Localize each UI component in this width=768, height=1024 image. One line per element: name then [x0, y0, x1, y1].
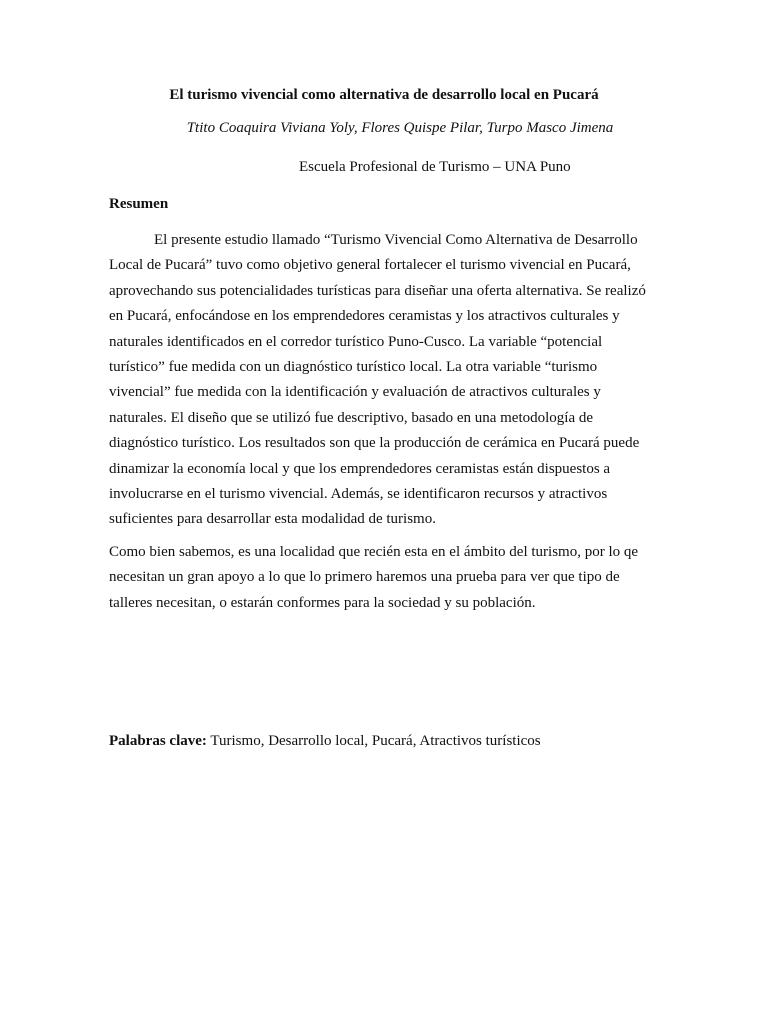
keywords-text: Turismo, Desarrollo local, Pucará, Atractivos turísticos	[206, 733, 541, 749]
document-title: El turismo vivencial como alternativa de desarrollo local en Pucará	[169, 87, 599, 103]
document-authors: Ttito Coaquira Viviana Yoly, Flores Quispe Pilar, Turpo Masco Jimena	[186, 120, 614, 136]
keywords-line	[109, 731, 541, 751]
keywords-label: Palabras clave:	[109, 733, 207, 749]
abstract-paragraph: El presente estudio llamado “Turismo Vivencial Como Alternativa de Desarrollo Local de Pucará” tuvo como objetivo general fortalecer el turismo vivencial en Pucará, aprovechando sus potencialidades turísticas para diseñar una oferta alternativa. Se realizó en Pucará, enfocándose en los emprendedores ceramistas y los atractivos culturales y naturales identificados en el corredor turístico Puno-Cusco. La variable “potencial turístico” fue medida con un diagnóstico turístico local. La otra variable “turismo vivencial” fue medida con la identificación y evaluación de atractivos culturales y naturales. El diseño que se utilizó fue descriptivo, basado en una metodología de diagnóstico turístico. Los resultados son que la producción de cerámica en Pucará puede dinamizar la economía local y que los emprendedores ceramistas están dispuestos a involucrarse en el turismo vivencial. Además, se identificaron recursos y atractivos suficientes para desarrollar esta modalidad de turismo.	[109, 232, 646, 528]
document-affiliation: Escuela Profesional de Turismo – UNA Puno	[299, 159, 571, 175]
second-paragraph: Como bien sabemos, es una localidad que recién esta en el ámbito del turismo, por lo qe necesitan un gran apoyo a lo que lo primero haremos una prueba para ver que tipo de talleres necesitan, o estarán conformes para la sociedad y su población.	[109, 544, 639, 611]
abstract-heading: Resumen	[109, 196, 169, 212]
